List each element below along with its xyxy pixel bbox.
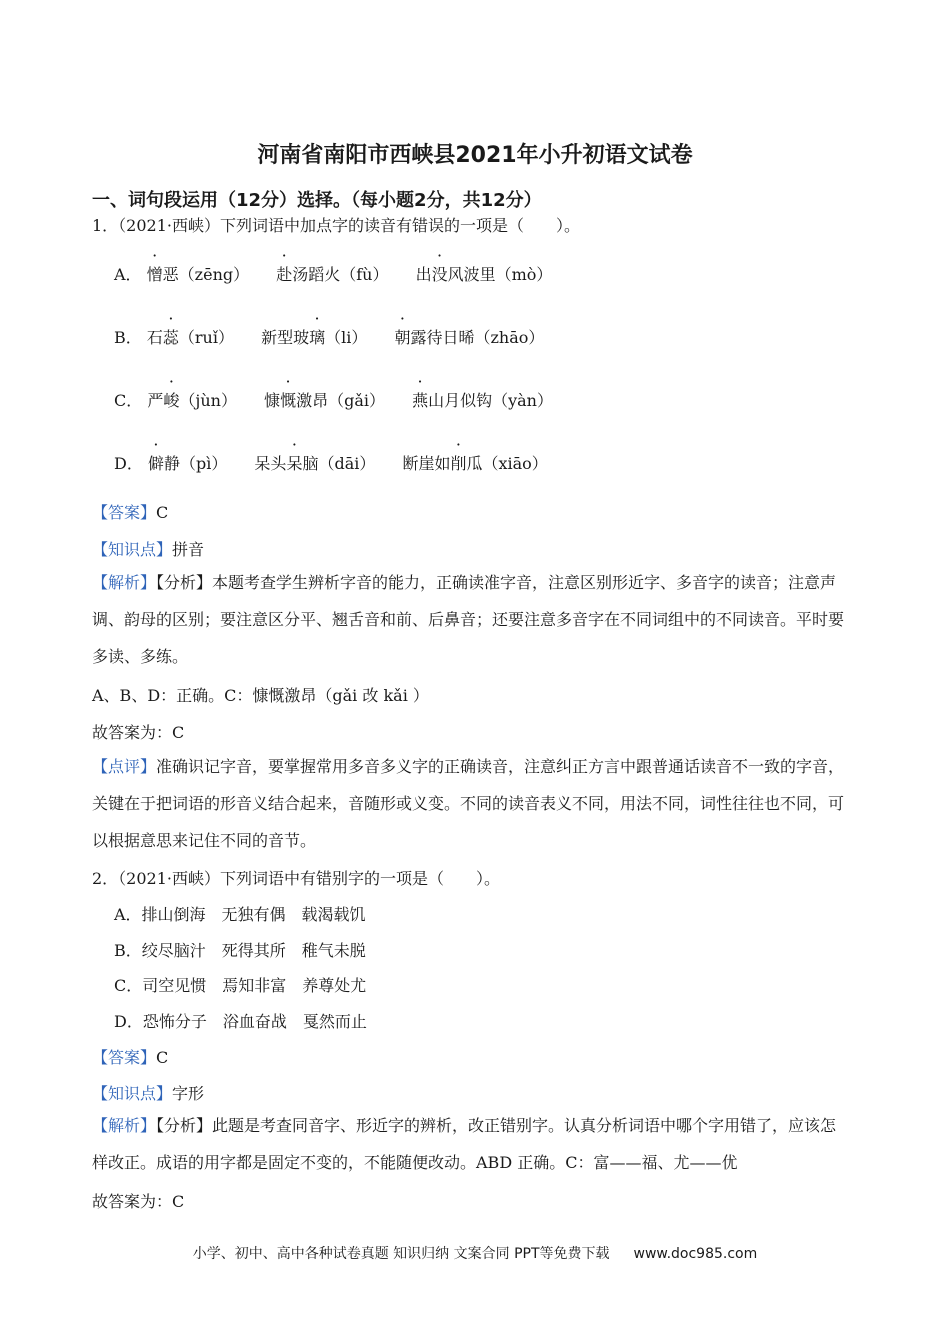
- q2-knowledge: [92, 1081, 204, 1104]
- analysis-tag: 【解析】: [92, 573, 157, 592]
- option-letter: A．: [114, 265, 142, 284]
- answer-value: C: [156, 503, 169, 522]
- q2-analysis: [92, 1107, 852, 1181]
- knowledge-tag: 【知识点】: [92, 540, 173, 559]
- answer-tag: 【答案】: [92, 1048, 157, 1067]
- answer-tag: 【答案】: [92, 503, 157, 522]
- q2-option-d: D．恐怖分子 浴血奋战 戛然而止: [114, 1012, 367, 1031]
- option-item: 燕山月似钩（yàn）: [412, 391, 553, 410]
- q1-answer: [92, 500, 168, 523]
- footer-text: 小学、初中、高中各种试卷真题 知识归纳 文案合同 PPT等免费下载: [192, 1246, 610, 1262]
- q2-option-b: B．绞尽脑汁 死得其所 稚气未脱: [114, 941, 366, 960]
- q2-option-c: C．司空见惯 焉知非富 养尊处尤: [114, 976, 367, 995]
- q1-option-b: [114, 325, 566, 348]
- option-item: 石蕊（ruǐ）: [146, 328, 234, 347]
- q2-option-a: A．排山倒海 无独有偶 载渴载饥: [114, 905, 366, 924]
- option-item: 慷慨激昂（gǎi）: [264, 391, 385, 410]
- page-title: 河南省南阳市西峡县2021年小升初语文试卷: [257, 143, 693, 168]
- q2-conclusion: 故答案为：C: [92, 1192, 185, 1211]
- q1-option-c: [114, 388, 575, 411]
- q1-option-a: [114, 262, 574, 285]
- knowledge-value: 拼音: [172, 540, 205, 559]
- option-letter: B．: [114, 328, 142, 347]
- q1-comment: [92, 748, 852, 859]
- q1-knowledge: [92, 537, 204, 560]
- knowledge-value: 字形: [172, 1084, 205, 1103]
- comment-text: 准确识记字音，要掌握常用多音多义字的正确读音，注意纠正方言中跟普通话读音不一致的字音，关键在于把词语的形音义结合起来，音随形或义变。不同的读音表义不同，用法不同，词性往往也不同，可以根据意思来记住不同的音节。: [92, 757, 845, 850]
- option-item: 严峻（jùn）: [147, 391, 237, 410]
- knowledge-tag: 【知识点】: [92, 1084, 173, 1103]
- analysis-text: 【分析】本题考查学生辨析字音的能力，正确读准字音，注意区别形近字、多音字的读音；注意声调、韵母的区别；要注意区分平、翘舌音和前、后鼻音；还要注意多音字在不同词组中的不同读音。平时要多读、多练。: [92, 573, 845, 666]
- q1-analysis-detail: A、B、D：正确。C：慷慨激昂（gǎi 改 kǎi ）: [92, 686, 429, 705]
- analysis-tag: 【解析】: [92, 1116, 157, 1135]
- analysis-text: 【分析】此题是考查同音字、形近字的辨析，改正错别字。认真分析词语中哪个字用错了，应该怎样改正。成语的用字都是固定不变的，不能随便改动。ABD 正确。C：富——福、尤——优: [92, 1116, 837, 1172]
- option-item: 断崖如削瓜（xiāo）: [402, 454, 548, 473]
- option-letter: D．: [114, 454, 143, 473]
- footer-site-link[interactable]: www.doc985.com: [633, 1246, 758, 1262]
- option-item: 憎恶（zēng）: [146, 265, 250, 284]
- option-item: 新型玻璃（li）: [261, 328, 368, 347]
- q1-analysis: [92, 564, 852, 675]
- q1-option-d: [114, 451, 570, 474]
- option-item: 出没风波里（mò）: [415, 265, 553, 284]
- option-item: 朝露待日晞（zhāo）: [394, 328, 545, 347]
- page-footer: [0, 1243, 950, 1263]
- option-item: 僻静（pì）: [147, 454, 228, 473]
- q2-stem: 2．（2021·西峡）下列词语中有错别字的一项是（ ）。: [92, 869, 500, 888]
- section-heading: 一、词句段运用（12分）选择。（每小题2分，共12分）: [92, 190, 542, 211]
- q2-answer: [92, 1045, 168, 1068]
- answer-value: C: [156, 1048, 169, 1067]
- q1-stem: 1．（2021·西峡）下列词语中加点字的读音有错误的一项是（ ）。: [92, 216, 580, 235]
- q1-conclusion: 故答案为：C: [92, 723, 185, 742]
- option-item: 赴汤蹈火（fù）: [276, 265, 389, 284]
- comment-tag: 【点评】: [92, 757, 157, 776]
- option-letter: C．: [114, 391, 143, 410]
- option-item: 呆头呆脑（dāi）: [254, 454, 376, 473]
